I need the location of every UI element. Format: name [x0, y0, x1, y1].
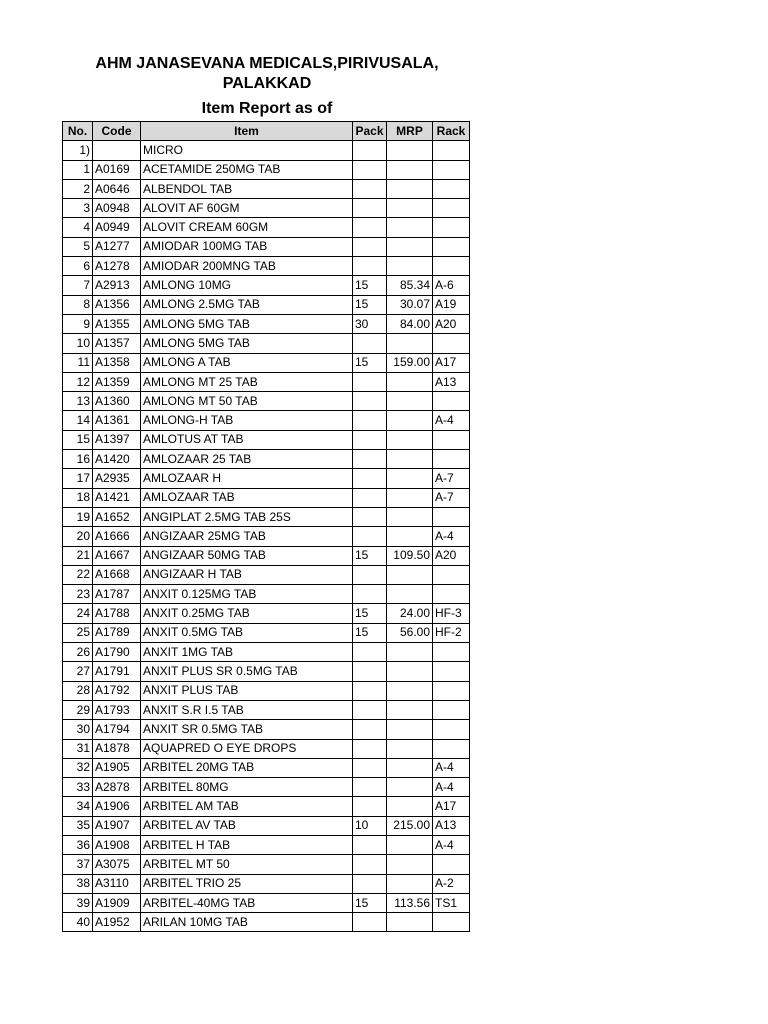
row-rack-cell: A-4 [433, 778, 470, 797]
row-pack-cell: 15 [353, 276, 387, 295]
row-pack-cell [353, 778, 387, 797]
row-pack-cell [353, 141, 387, 160]
row-rack-cell [433, 392, 470, 411]
row-item-cell: AMIODAR 200MNG TAB [141, 257, 353, 276]
table-row [63, 218, 470, 237]
row-rack-cell [433, 681, 470, 700]
row-rack-cell: HF-3 [433, 604, 470, 623]
row-code-cell: A2935 [93, 469, 141, 488]
row-code-cell: A1357 [93, 334, 141, 353]
row-pack-cell [353, 527, 387, 546]
row-mrp-cell [387, 797, 433, 816]
row-code-cell: A1666 [93, 527, 141, 546]
column-header-code: Code [93, 122, 141, 141]
row-item-cell: AMLOTUS AT TAB [141, 430, 353, 449]
table-row [63, 739, 470, 758]
row-mrp-cell: 84.00 [387, 314, 433, 333]
row-code-cell: A0948 [93, 199, 141, 218]
row-no-cell: 18 [63, 488, 93, 507]
row-mrp-cell [387, 913, 433, 932]
row-no-cell: 16 [63, 450, 93, 469]
row-mrp-cell [387, 643, 433, 662]
row-pack-cell [353, 585, 387, 604]
table-row [63, 835, 470, 854]
row-no-cell: 20 [63, 527, 93, 546]
row-item-cell: AMLONG MT 50 TAB [141, 392, 353, 411]
row-pack-cell [353, 179, 387, 198]
row-rack-cell: A-4 [433, 758, 470, 777]
row-mrp-cell [387, 739, 433, 758]
row-pack-cell [353, 218, 387, 237]
row-item-cell: ANGIZAAR 50MG TAB [141, 546, 353, 565]
row-no-cell: 27 [63, 662, 93, 681]
row-code-cell: A0646 [93, 179, 141, 198]
row-no-cell: 28 [63, 681, 93, 700]
row-pack-cell [353, 334, 387, 353]
table-row [63, 160, 470, 179]
row-code-cell: A1355 [93, 314, 141, 333]
row-pack-cell [353, 507, 387, 526]
row-no-cell: 23 [63, 585, 93, 604]
row-code-cell: A1358 [93, 353, 141, 372]
row-rack-cell [433, 160, 470, 179]
row-code-cell: A1359 [93, 372, 141, 391]
row-pack-cell [353, 855, 387, 874]
row-item-cell: AMLONG 5MG TAB [141, 334, 353, 353]
row-no-cell: 25 [63, 623, 93, 642]
row-no-cell: 19 [63, 507, 93, 526]
row-no-cell: 3 [63, 199, 93, 218]
report-title: Item Report as of [201, 100, 333, 117]
row-code-cell: A1908 [93, 835, 141, 854]
row-no-cell: 35 [63, 816, 93, 835]
row-no-cell: 24 [63, 604, 93, 623]
row-no-cell: 7 [63, 276, 93, 295]
store-name-line2: PALAKKAD [222, 75, 312, 92]
table-row [63, 546, 470, 565]
row-code-cell: A0169 [93, 160, 141, 179]
row-rack-cell: A-6 [433, 276, 470, 295]
row-code-cell: A1793 [93, 700, 141, 719]
row-item-cell: MICRO [141, 141, 353, 160]
row-code-cell: A1361 [93, 411, 141, 430]
row-code-cell: A1906 [93, 797, 141, 816]
row-item-cell: ANXIT PLUS TAB [141, 681, 353, 700]
row-mrp-cell: 113.56 [387, 893, 433, 912]
row-code-cell: A1356 [93, 295, 141, 314]
row-pack-cell [353, 469, 387, 488]
table-row [63, 913, 470, 932]
row-code-cell: A1667 [93, 546, 141, 565]
row-rack-cell: A-7 [433, 469, 470, 488]
row-code-cell: A1905 [93, 758, 141, 777]
row-no-cell: 6 [63, 257, 93, 276]
table-row [63, 450, 470, 469]
row-code-cell: A1794 [93, 720, 141, 739]
row-no-cell: 14 [63, 411, 93, 430]
table-row [63, 334, 470, 353]
row-item-cell: ANXIT PLUS SR 0.5MG TAB [141, 662, 353, 681]
row-rack-cell [433, 565, 470, 584]
row-item-cell: ANGIZAAR H TAB [141, 565, 353, 584]
row-pack-cell: 15 [353, 623, 387, 642]
row-rack-cell [433, 450, 470, 469]
row-rack-cell [433, 334, 470, 353]
table-row [63, 604, 470, 623]
table-row [63, 141, 470, 160]
row-mrp-cell [387, 469, 433, 488]
row-item-cell: AMLOZAAR 25 TAB [141, 450, 353, 469]
row-item-cell: ARBITEL AM TAB [141, 797, 353, 816]
row-code-cell: A1952 [93, 913, 141, 932]
row-pack-cell [353, 411, 387, 430]
row-rack-cell [433, 643, 470, 662]
row-no-cell: 30 [63, 720, 93, 739]
row-rack-cell [433, 855, 470, 874]
row-code-cell: A1668 [93, 565, 141, 584]
row-mrp-cell [387, 334, 433, 353]
row-mrp-cell [387, 565, 433, 584]
row-mrp-cell [387, 681, 433, 700]
row-pack-cell [353, 681, 387, 700]
row-code-cell: A0949 [93, 218, 141, 237]
row-item-cell: AMLONG MT 25 TAB [141, 372, 353, 391]
table-row [63, 758, 470, 777]
row-item-cell: ANXIT SR 0.5MG TAB [141, 720, 353, 739]
table-row [63, 257, 470, 276]
table-row [63, 276, 470, 295]
row-rack-cell: A17 [433, 353, 470, 372]
row-mrp-cell [387, 257, 433, 276]
table-row [63, 778, 470, 797]
row-item-cell: ANXIT 0.5MG TAB [141, 623, 353, 642]
table-row [63, 507, 470, 526]
row-rack-cell [433, 739, 470, 758]
row-no-cell: 9 [63, 314, 93, 333]
row-item-cell: AMLONG A TAB [141, 353, 353, 372]
table-row [63, 527, 470, 546]
row-mrp-cell [387, 758, 433, 777]
row-rack-cell: A19 [433, 295, 470, 314]
row-no-cell: 13 [63, 392, 93, 411]
row-code-cell: A1788 [93, 604, 141, 623]
row-mrp-cell [387, 778, 433, 797]
row-item-cell: ARILAN 10MG TAB [141, 913, 353, 932]
row-no-cell: 11 [63, 353, 93, 372]
table-row [63, 700, 470, 719]
row-pack-cell [353, 700, 387, 719]
table-row [63, 565, 470, 584]
row-rack-cell [433, 507, 470, 526]
row-rack-cell [433, 237, 470, 256]
row-mrp-cell [387, 662, 433, 681]
row-pack-cell: 30 [353, 314, 387, 333]
row-pack-cell [353, 758, 387, 777]
row-pack-cell [353, 643, 387, 662]
row-rack-cell: A20 [433, 314, 470, 333]
row-pack-cell [353, 874, 387, 893]
row-no-cell: 5 [63, 237, 93, 256]
row-mrp-cell [387, 141, 433, 160]
row-mrp-cell [387, 199, 433, 218]
row-code-cell: A1787 [93, 585, 141, 604]
row-no-cell: 12 [63, 372, 93, 391]
row-rack-cell [433, 199, 470, 218]
row-mrp-cell [387, 179, 433, 198]
row-no-cell: 22 [63, 565, 93, 584]
row-item-cell: ANXIT 1MG TAB [141, 643, 353, 662]
row-code-cell: A2913 [93, 276, 141, 295]
table-row [63, 893, 470, 912]
row-mrp-cell [387, 835, 433, 854]
row-rack-cell [433, 430, 470, 449]
table-row [63, 392, 470, 411]
row-mrp-cell [387, 700, 433, 719]
row-item-cell: ALOVIT CREAM 60GM [141, 218, 353, 237]
row-mrp-cell: 109.50 [387, 546, 433, 565]
row-mrp-cell [387, 430, 433, 449]
table-row [63, 179, 470, 198]
row-rack-cell [433, 179, 470, 198]
row-mrp-cell [387, 237, 433, 256]
row-rack-cell [433, 257, 470, 276]
row-pack-cell [353, 835, 387, 854]
table-row [63, 199, 470, 218]
row-rack-cell: HF-2 [433, 623, 470, 642]
row-code-cell: A1790 [93, 643, 141, 662]
row-item-cell: ANXIT 0.25MG TAB [141, 604, 353, 623]
row-mrp-cell: 159.00 [387, 353, 433, 372]
row-mrp-cell: 30.07 [387, 295, 433, 314]
row-item-cell: AMLOZAAR TAB [141, 488, 353, 507]
row-no-cell: 32 [63, 758, 93, 777]
row-no-cell: 17 [63, 469, 93, 488]
row-pack-cell: 10 [353, 816, 387, 835]
row-pack-cell [353, 392, 387, 411]
row-no-cell: 29 [63, 700, 93, 719]
row-mrp-cell: 24.00 [387, 604, 433, 623]
row-code-cell: A3075 [93, 855, 141, 874]
row-mrp-cell [387, 218, 433, 237]
row-mrp-cell [387, 507, 433, 526]
row-pack-cell: 15 [353, 295, 387, 314]
row-item-cell: ANXIT 0.125MG TAB [141, 585, 353, 604]
row-item-cell: ALOVIT AF 60GM [141, 199, 353, 218]
row-no-cell: 2 [63, 179, 93, 198]
row-item-cell: ARBITEL-40MG TAB [141, 893, 353, 912]
row-pack-cell: 15 [353, 604, 387, 623]
row-rack-cell: TS1 [433, 893, 470, 912]
store-name-line1: AHM JANASEVANA MEDICALS,PIRIVUSALA, [95, 55, 439, 72]
column-header-rack: Rack [433, 122, 470, 141]
row-code-cell: A1278 [93, 257, 141, 276]
row-no-cell: 4 [63, 218, 93, 237]
row-item-cell: ARBITEL MT 50 [141, 855, 353, 874]
row-rack-cell: A-2 [433, 874, 470, 893]
table-row [63, 623, 470, 642]
row-item-cell: ARBITEL AV TAB [141, 816, 353, 835]
row-item-cell: AMLOZAAR H [141, 469, 353, 488]
row-pack-cell [353, 372, 387, 391]
row-item-cell: AMIODAR 100MG TAB [141, 237, 353, 256]
row-item-cell: AMLONG 5MG TAB [141, 314, 353, 333]
table-row [63, 720, 470, 739]
row-no-cell: 34 [63, 797, 93, 816]
row-code-cell: A1421 [93, 488, 141, 507]
row-code-cell: A1878 [93, 739, 141, 758]
row-no-cell: 36 [63, 835, 93, 854]
row-mrp-cell: 85.34 [387, 276, 433, 295]
table-row [63, 488, 470, 507]
row-code-cell: A1907 [93, 816, 141, 835]
table-row [63, 372, 470, 391]
table-header-row [63, 122, 470, 141]
row-mrp-cell [387, 392, 433, 411]
table-row [63, 237, 470, 256]
row-item-cell: ARBITEL H TAB [141, 835, 353, 854]
row-no-cell: 1 [63, 160, 93, 179]
table-row [63, 411, 470, 430]
row-pack-cell [353, 160, 387, 179]
column-header-item: Item [141, 122, 353, 141]
row-rack-cell: A13 [433, 816, 470, 835]
row-code-cell: A1397 [93, 430, 141, 449]
row-mrp-cell [387, 527, 433, 546]
row-rack-cell: A-4 [433, 527, 470, 546]
table-row [63, 797, 470, 816]
row-pack-cell [353, 913, 387, 932]
row-rack-cell: A17 [433, 797, 470, 816]
table-row [63, 816, 470, 835]
item-report-table [62, 121, 470, 932]
row-code-cell: A1909 [93, 893, 141, 912]
row-code-cell: A1420 [93, 450, 141, 469]
row-mrp-cell [387, 720, 433, 739]
row-rack-cell: A20 [433, 546, 470, 565]
table-row [63, 314, 470, 333]
row-code-cell: A2878 [93, 778, 141, 797]
row-no-cell: 10 [63, 334, 93, 353]
row-mrp-cell [387, 874, 433, 893]
row-mrp-cell [387, 411, 433, 430]
table-row [63, 585, 470, 604]
row-code-cell: A1792 [93, 681, 141, 700]
row-mrp-cell [387, 372, 433, 391]
row-pack-cell: 15 [353, 893, 387, 912]
row-code-cell: A1789 [93, 623, 141, 642]
row-no-cell: 33 [63, 778, 93, 797]
table-row [63, 469, 470, 488]
row-code-cell: A3110 [93, 874, 141, 893]
row-item-cell: ANGIZAAR 25MG TAB [141, 527, 353, 546]
row-rack-cell: A-4 [433, 835, 470, 854]
column-header-no: No. [63, 122, 93, 141]
table-row [63, 295, 470, 314]
row-item-cell: ARBITEL 20MG TAB [141, 758, 353, 777]
row-mrp-cell [387, 450, 433, 469]
row-mrp-cell [387, 160, 433, 179]
row-item-cell: AMLONG-H TAB [141, 411, 353, 430]
row-pack-cell: 15 [353, 546, 387, 565]
row-rack-cell [433, 585, 470, 604]
row-pack-cell [353, 662, 387, 681]
row-item-cell: ANXIT S.R I.5 TAB [141, 700, 353, 719]
row-item-cell: ARBITEL TRIO 25 [141, 874, 353, 893]
row-no-cell: 37 [63, 855, 93, 874]
row-item-cell: ALBENDOL TAB [141, 179, 353, 198]
row-no-cell: 8 [63, 295, 93, 314]
row-code-cell: A1277 [93, 237, 141, 256]
table-row [63, 643, 470, 662]
table-row [63, 430, 470, 449]
column-header-pack: Pack [353, 122, 387, 141]
row-pack-cell [353, 430, 387, 449]
row-rack-cell [433, 141, 470, 160]
row-rack-cell [433, 218, 470, 237]
row-code-cell [93, 141, 141, 160]
row-item-cell: ANGIPLAT 2.5MG TAB 25S [141, 507, 353, 526]
row-no-cell: 31 [63, 739, 93, 758]
row-no-cell: 21 [63, 546, 93, 565]
row-code-cell: A1791 [93, 662, 141, 681]
row-pack-cell: 15 [353, 353, 387, 372]
row-pack-cell [353, 237, 387, 256]
row-rack-cell: A13 [433, 372, 470, 391]
table-row [63, 681, 470, 700]
row-no-cell: 26 [63, 643, 93, 662]
row-rack-cell [433, 913, 470, 932]
column-header-mrp: MRP [387, 122, 433, 141]
row-pack-cell [353, 797, 387, 816]
row-item-cell: AQUAPRED O EYE DROPS [141, 739, 353, 758]
row-no-cell: 38 [63, 874, 93, 893]
row-item-cell: ACETAMIDE 250MG TAB [141, 160, 353, 179]
row-no-cell: 1) [63, 141, 93, 160]
row-pack-cell [353, 257, 387, 276]
row-rack-cell [433, 720, 470, 739]
table-row [63, 662, 470, 681]
row-pack-cell [353, 488, 387, 507]
row-rack-cell [433, 662, 470, 681]
row-code-cell: A1360 [93, 392, 141, 411]
row-pack-cell [353, 565, 387, 584]
table-row [63, 874, 470, 893]
row-mrp-cell: 215.00 [387, 816, 433, 835]
row-rack-cell [433, 700, 470, 719]
table-row [63, 353, 470, 372]
row-mrp-cell [387, 855, 433, 874]
row-mrp-cell: 56.00 [387, 623, 433, 642]
row-rack-cell: A-7 [433, 488, 470, 507]
row-no-cell: 15 [63, 430, 93, 449]
row-no-cell: 40 [63, 913, 93, 932]
row-item-cell: AMLONG 2.5MG TAB [141, 295, 353, 314]
row-rack-cell: A-4 [433, 411, 470, 430]
table-row [63, 855, 470, 874]
row-pack-cell [353, 720, 387, 739]
row-mrp-cell [387, 488, 433, 507]
row-pack-cell [353, 739, 387, 758]
row-no-cell: 39 [63, 893, 93, 912]
row-pack-cell [353, 450, 387, 469]
row-mrp-cell [387, 585, 433, 604]
row-code-cell: A1652 [93, 507, 141, 526]
row-item-cell: AMLONG 10MG [141, 276, 353, 295]
row-item-cell: ARBITEL 80MG [141, 778, 353, 797]
row-pack-cell [353, 199, 387, 218]
